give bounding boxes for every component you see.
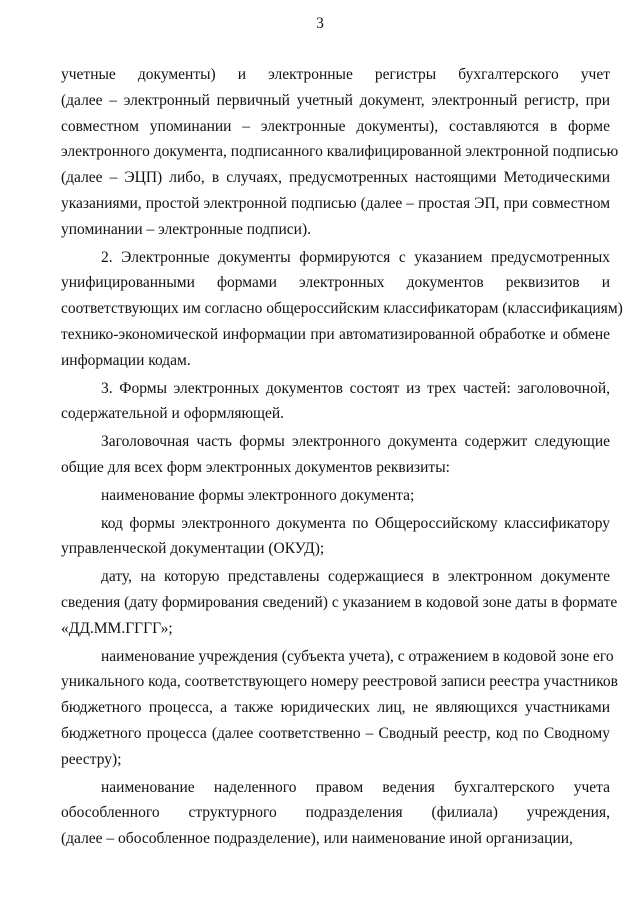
- text-line: соответствующих им согласно общероссийским классификаторам (классификациям): [61, 300, 623, 318]
- text-line: содержательной и оформляющей.: [61, 405, 285, 423]
- text-line: упоминании – электронные подписи).: [61, 220, 311, 238]
- text-line: реестру);: [61, 750, 122, 768]
- text-line: наименование наделенного правом ведения бухгалтерского учета: [101, 778, 610, 796]
- text-line: учетные документы) и электронные регистры бухгалтерского учет: [61, 66, 610, 83]
- paragraph: [61, 644, 619, 773]
- text-line: технико-экономической информации при автоматизированной обработке и обмене: [61, 325, 610, 343]
- text-line: совместном упоминании – электронные документы), составляются в форме: [61, 117, 610, 135]
- text-line: указаниями, простой электронной подписью (далее – простая ЭП, при совместном: [61, 194, 610, 212]
- text-line: уникального кода, соответствующего номеру реестровой записи реестра участников: [61, 673, 619, 691]
- paragraph: [61, 511, 610, 563]
- document-body: [61, 62, 623, 854]
- text-line: обособленного структурного подразделения (филиала) учреждения,: [61, 804, 610, 822]
- text-line: Заголовочная часть формы электронного документа содержит следующие: [101, 433, 610, 451]
- text-line: управленческой документации (ОКУД);: [61, 540, 325, 558]
- paragraph: [61, 245, 623, 374]
- page-number: 3: [316, 15, 324, 32]
- text-line: информации кодам.: [61, 351, 191, 369]
- paragraph: [61, 564, 618, 641]
- paragraph: [61, 376, 610, 428]
- text-line: общие для всех форм электронных документов реквизиты:: [61, 458, 450, 476]
- text-line: (далее – ЭЦП) либо, в случаях, предусмотренных настоящими Методическими: [61, 169, 610, 187]
- text-line: бюджетного процесса, а также юридических лиц, не являющихся участниками: [61, 699, 610, 717]
- text-line: бюджетного процесса (далее соответственно – Сводный реестр, код по Сводному: [61, 724, 610, 742]
- paragraph: [61, 429, 610, 481]
- text-line: дату, на которую представлены содержащиеся в электронном документе: [101, 568, 610, 586]
- text-line: 2. Электронные документы формируются с указанием предусмотренных: [101, 248, 610, 266]
- paragraph: [61, 483, 610, 509]
- text-line: (далее – обособленное подразделение), или наименование иной организации,: [61, 830, 573, 848]
- text-line: (далее – электронный первичный учетный документ, электронный регистр, при: [61, 91, 610, 109]
- text-line: сведения (дату формирования сведений) с указанием в кодовой зоне даты в формате: [61, 593, 618, 611]
- text-line: наименование учреждения (субъекта учета), с отражением в кодовой зоне его: [101, 647, 614, 665]
- text-line: код формы электронного документа по Общероссийскому классификатору: [101, 514, 610, 532]
- text-line: электронного документа, подписанного квалифицированной электронной подписью: [61, 143, 619, 161]
- text-line: унифицированными формами электронных документов реквизитов и: [61, 274, 610, 292]
- paragraph: [61, 62, 619, 243]
- text-line: наименование формы электронного документа;: [101, 486, 415, 504]
- text-line: 3. Формы электронных документов состоят из трех частей: заголовочной,: [101, 379, 610, 397]
- text-line: «ДД.ММ.ГГГГ»;: [61, 619, 173, 637]
- paragraph: [61, 775, 610, 852]
